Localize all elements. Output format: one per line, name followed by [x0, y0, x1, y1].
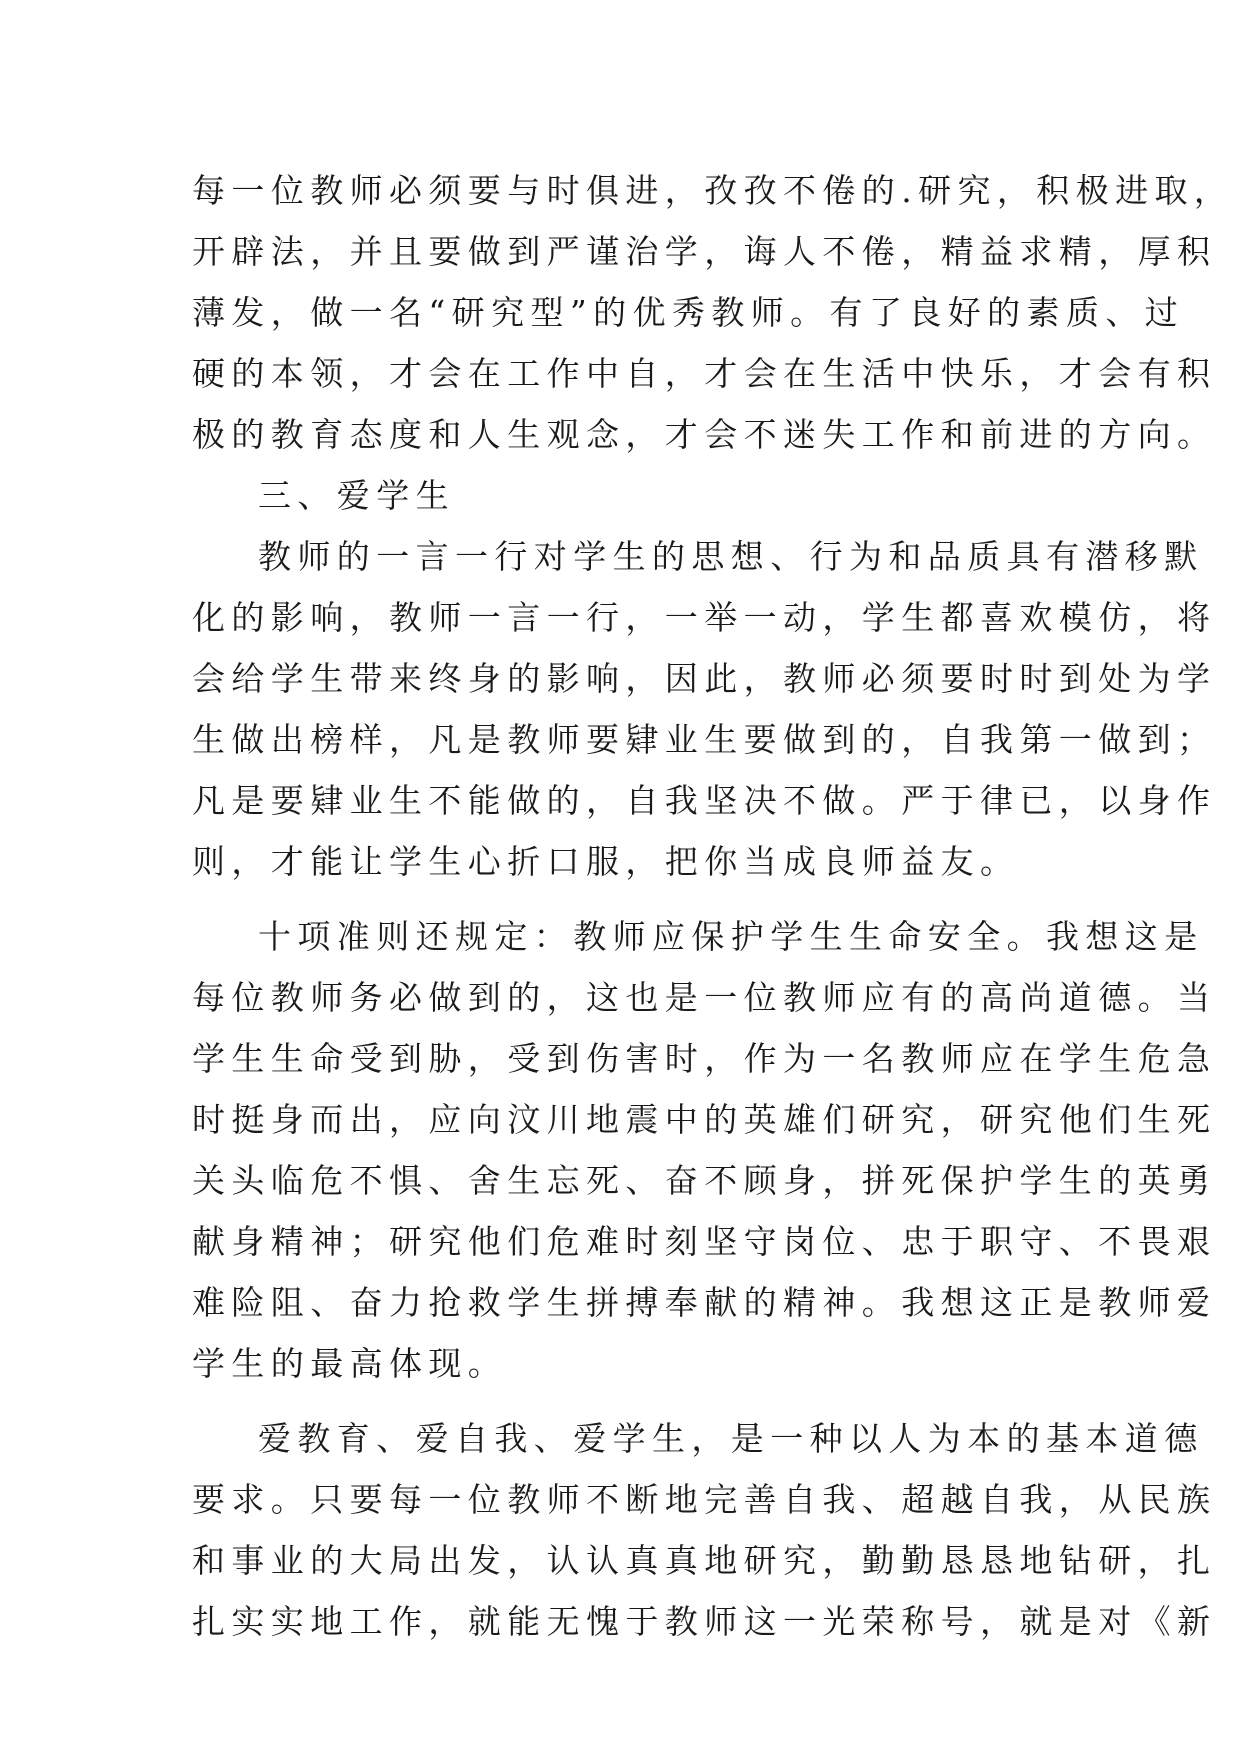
- paragraph: [192, 526, 1217, 892]
- text-line: 要求。只要每一位教师不断地完善自我、超越自我，从民族: [192, 1480, 1217, 1519]
- paragraph-continuation: [192, 160, 1234, 465]
- text-line: 十项准则还规定：教师应保护学生生命安全。我想这是: [258, 917, 1204, 956]
- text-line: 每位教师务必做到的，这也是一位教师应有的高尚道德。当: [192, 978, 1217, 1017]
- text-line: 学生的最高体现。: [192, 1344, 508, 1383]
- text-line: 极的教育态度和人生观念，才会不迷失工作和前进的方向。: [192, 415, 1217, 454]
- text-line: 教师的一言一行对学生的思想、行为和品质具有潜移默: [258, 537, 1204, 576]
- paragraph: [192, 1408, 1217, 1652]
- text-line: 凡是要肄业生不能做的，自我坚决不做。严于律已，以身作: [192, 781, 1217, 820]
- document-body: [192, 160, 1234, 1652]
- text-line: 化的影响，教师一言一行，一举一动，学生都喜欢模仿，将: [192, 598, 1217, 637]
- text-line: 开辟法，并且要做到严谨治学，诲人不倦，精益求精，厚积: [192, 232, 1217, 271]
- text-line: 学生生命受到胁，受到伤害时，作为一名教师应在学生危急: [192, 1039, 1217, 1078]
- text-line: 献身精神；研究他们危难时刻坚守岗位、忠于职守、不畏艰: [192, 1222, 1217, 1261]
- text-line: 爱教育、爱自我、爱学生，是一种以人为本的基本道德: [258, 1419, 1204, 1458]
- text-line: 会给学生带来终身的影响，因此，教师必须要时时到处为学: [192, 659, 1217, 698]
- text-line: 每一位教师必须要与时俱进，孜孜不倦的.研究，积极进取，: [192, 171, 1234, 210]
- text-line: 扎实实地工作，就能无愧于教师这一光荣称号，就是对《新: [192, 1602, 1217, 1641]
- text-line: 时挺身而出，应向汶川地震中的英雄们研究，研究他们生死: [192, 1100, 1217, 1139]
- text-line: 薄发，做一名“研究型”的优秀教师。有了良好的素质、过: [192, 293, 1185, 332]
- text-line: 硬的本领，才会在工作中自，才会在生活中快乐，才会有积: [192, 354, 1217, 393]
- text-line: 和事业的大局出发，认认真真地研究，勤勤恳恳地钻研，扎: [192, 1541, 1217, 1580]
- paragraph-spacer: [192, 892, 1072, 906]
- text-line: 则，才能让学生心折口服，把你当成良师益友。: [192, 842, 1020, 881]
- heading-text: 三、爱学生: [258, 476, 455, 515]
- text-line: 生做出榜样，凡是教师要肄业生要做到的，自我第一做到；: [192, 720, 1217, 759]
- text-line: 难险阻、奋力抢救学生拼搏奉献的精神。我想这正是教师爱: [192, 1283, 1217, 1322]
- paragraph-spacer: [192, 1394, 1072, 1408]
- paragraph: [192, 906, 1217, 1394]
- text-line: 关头临危不惧、舍生忘死、奋不顾身，拼死保护学生的英勇: [192, 1161, 1217, 1200]
- section-heading: [192, 465, 1072, 526]
